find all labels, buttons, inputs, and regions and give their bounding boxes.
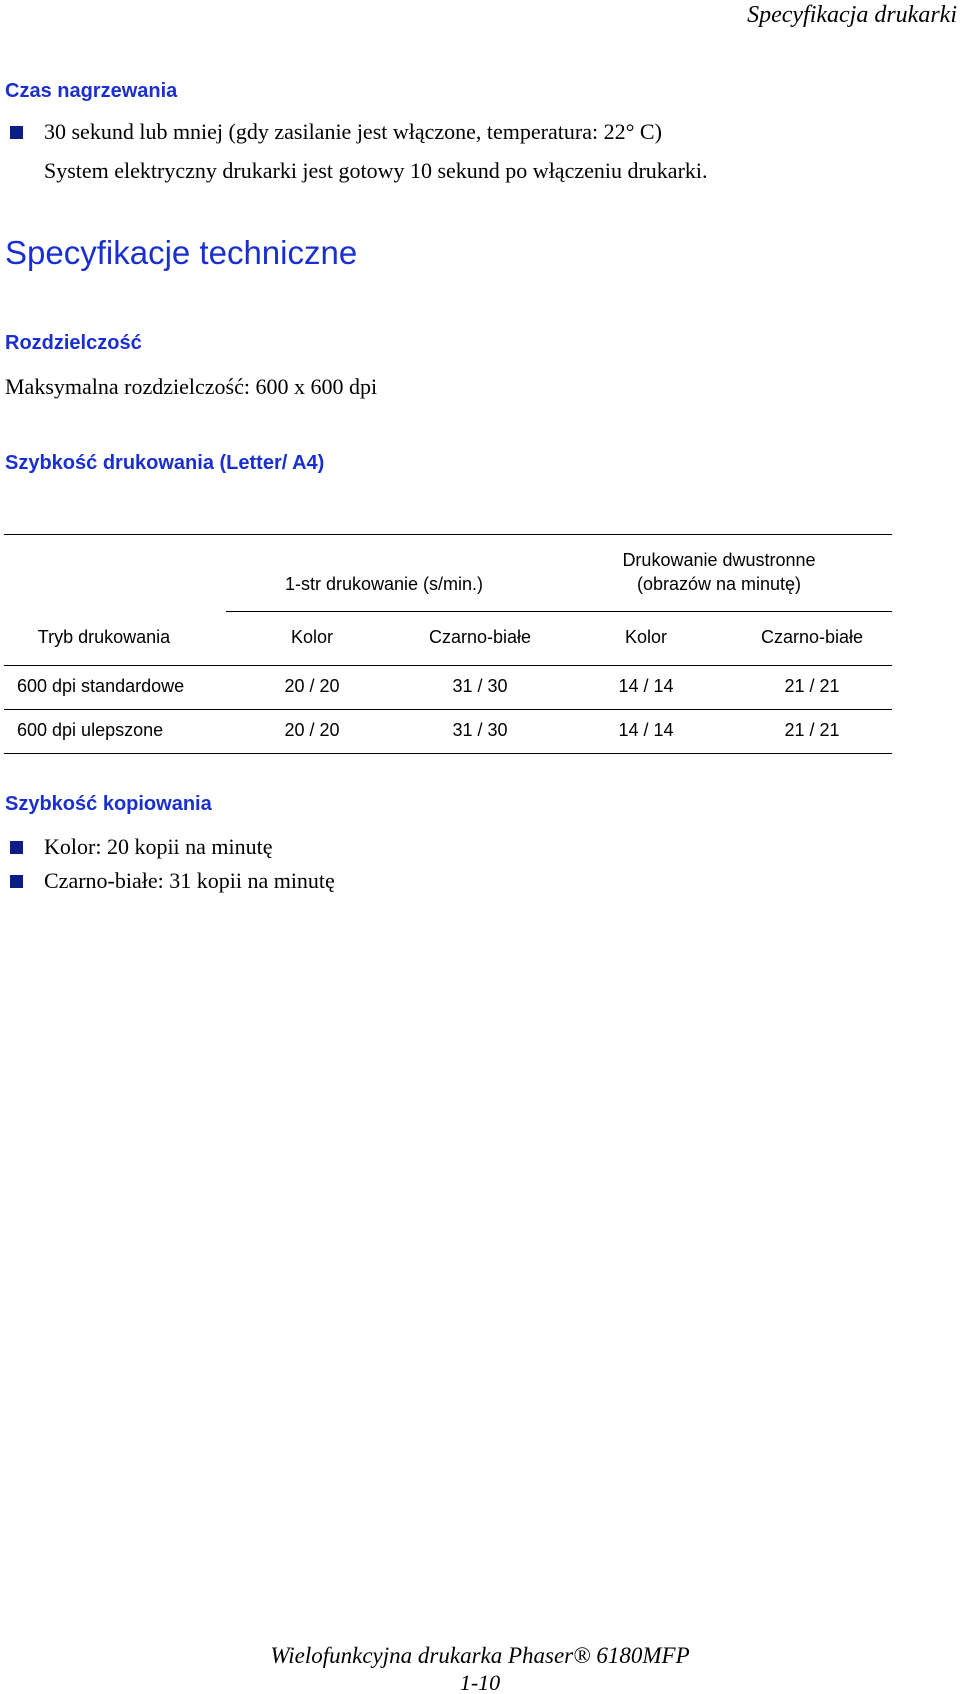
row-rule	[4, 709, 892, 710]
group-header-rule	[226, 611, 892, 612]
warmup-heading: Czas nagrzewania	[5, 80, 178, 102]
warmup-bullet-text: 30 sekund lub mniej (gdy zasilanie jest włączone, temperatura: 22° C)	[44, 119, 662, 144]
footer-product: Wielofunkcyjna drukarka Phaser® 6180MFP	[270, 1643, 690, 1668]
column-header-rule	[4, 665, 892, 666]
table-row-1-bw-simplex: 31 / 30	[452, 676, 508, 696]
print-speed-heading: Szybkość drukowania (Letter/ A4)	[5, 452, 325, 474]
warmup-note: System elektryczny drukarki jest gotowy 10 sekund po włączeniu drukarki.	[44, 158, 708, 183]
group-header-simplex: 1-str drukowanie (s/min.)	[284, 574, 484, 594]
copy-speed-heading: Szybkość kopiowania	[5, 793, 212, 815]
group-header-duplex-line1: Drukowanie dwustronne	[622, 550, 816, 570]
column-header-bw-duplex: Czarno-białe	[760, 627, 864, 647]
table-top-rule	[4, 534, 892, 535]
table-row-1-bw-duplex: 21 / 21	[784, 676, 840, 696]
table-row-2-mode: 600 dpi ulepszone	[17, 720, 164, 740]
group-header-duplex-line2: (obrazów na minutę)	[636, 574, 802, 594]
table-bottom-rule	[4, 753, 892, 754]
column-header-color-simplex: Kolor	[290, 627, 334, 647]
table-row-2-color-duplex: 14 / 14	[618, 720, 674, 740]
copy-speed-bullet-bw	[10, 868, 335, 894]
copy-speed-bullet-text: Kolor: 20 kopii na minutę	[44, 834, 273, 859]
copy-speed-bullet-text: Czarno-białe: 31 kopii na minutę	[44, 868, 335, 893]
table-row-2-bw-duplex: 21 / 21	[784, 720, 840, 740]
copy-speed-bullet-color	[10, 834, 273, 860]
footer-page-number: 1-10	[459, 1670, 501, 1694]
column-header-color-duplex: Kolor	[624, 627, 668, 647]
bullet-square-icon	[10, 875, 23, 888]
warmup-bullet	[10, 119, 662, 145]
column-header-mode: Tryb drukowania	[37, 627, 171, 647]
table-row-2-bw-simplex: 31 / 30	[452, 720, 508, 740]
bullet-square-icon	[10, 841, 23, 854]
resolution-text: Maksymalna rozdzielczość: 600 x 600 dpi	[5, 374, 378, 399]
table-row-1-mode: 600 dpi standardowe	[17, 676, 185, 696]
tech-specs-heading: Specyfikacje techniczne	[5, 234, 358, 271]
table-row-2-color-simplex: 20 / 20	[284, 720, 340, 740]
bullet-square-icon	[10, 126, 23, 139]
running-header: Specyfikacja drukarki	[747, 2, 957, 28]
table-row-1-color-simplex: 20 / 20	[284, 676, 340, 696]
column-header-bw-simplex: Czarno-białe	[428, 627, 532, 647]
table-row-1-color-duplex: 14 / 14	[618, 676, 674, 696]
resolution-heading: Rozdzielczość	[5, 332, 142, 354]
